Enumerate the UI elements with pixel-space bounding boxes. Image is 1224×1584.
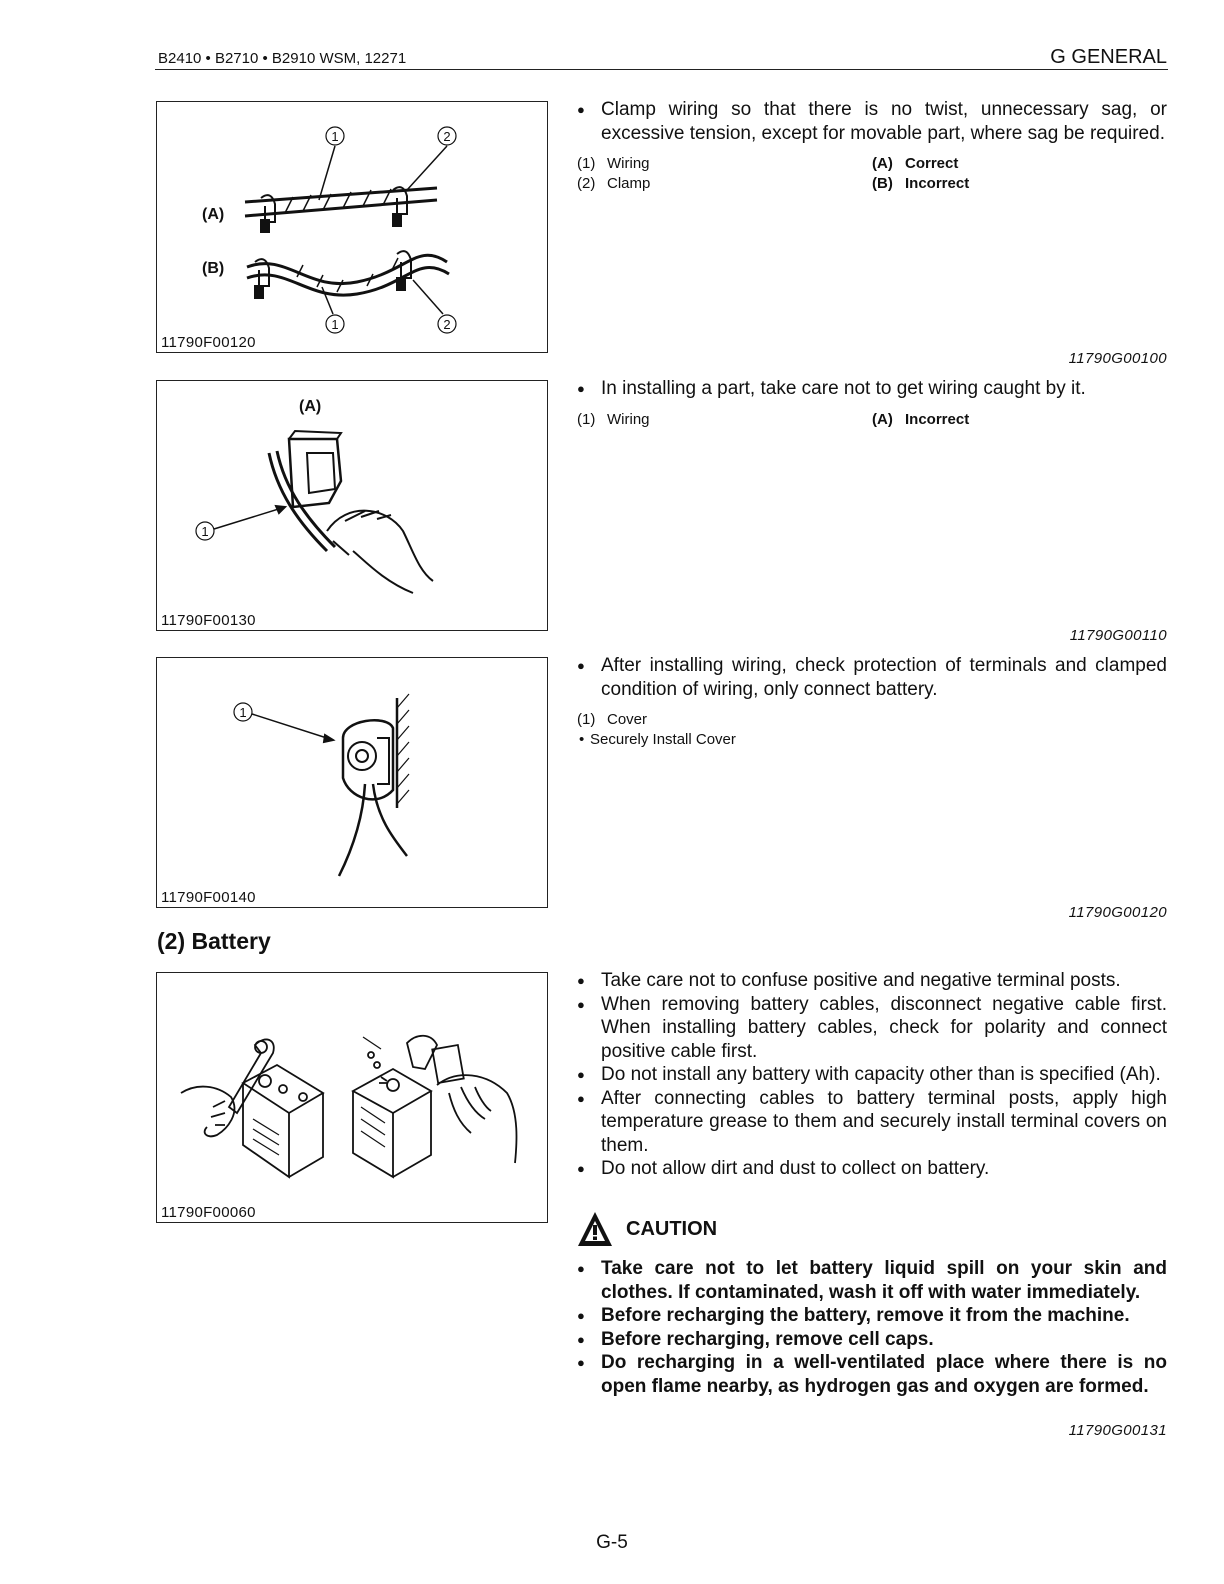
caution-bullet: ● Before recharging, remove cell caps. [577, 1328, 1167, 1352]
callout-1: 1 [239, 705, 247, 720]
legend-item: (A) Incorrect [872, 410, 970, 428]
figure-wiring-clamp [156, 101, 548, 353]
figure-id: 11790F00060 [161, 1204, 256, 1221]
install-part-text: ● In installing a part, take care not to get wiring caught by it. [577, 377, 1167, 401]
battery-instructions [577, 969, 1167, 1181]
legend-item: (1) Cover [577, 711, 648, 728]
callout-2-top: 2 [443, 129, 451, 144]
legend-item: (1) Wiring [577, 410, 650, 428]
callout-1-bottom: 1 [331, 317, 339, 332]
figure-id: 11790F00130 [161, 612, 256, 629]
figure-id: 11790F00140 [161, 889, 256, 906]
terminal-protection-legend [577, 710, 1167, 730]
battery-bullet: ● After connecting cables to battery terminal posts, apply high temperature grease to them and securely install terminal covers on them. [577, 1087, 1167, 1158]
warning-triangle-icon [576, 1210, 614, 1248]
caution-list [577, 1257, 1167, 1398]
figure-battery-cables [156, 972, 548, 1223]
legend-item: (2) Clamp [577, 175, 651, 192]
clamp-wiring-text: ● Clamp wiring so that there is no twist, unnecessary sag, or excessive tension, except for movable part, where sag be required. [577, 98, 1167, 145]
terminal-protection-text: ● After installing wiring, check protection of terminals and clamped condition of wiring, only connect battery. [577, 654, 1167, 701]
ref-code: 11790G00120 [1068, 904, 1167, 921]
install-part-legend [577, 410, 1167, 430]
legend-item: (B) Incorrect [872, 175, 970, 192]
callout-1: 1 [201, 524, 209, 539]
legend-subitem: • Securely Install Cover [577, 730, 1167, 750]
battery-bullet: ● Do not install any battery with capacity other than is specified (Ah). [577, 1063, 1167, 1087]
wiring-caught-illustration [157, 381, 549, 632]
caution-bullet: ● Do recharging in a well-ventilated place where there is no open flame nearby, as hydrogen gas and oxygen are formed. [577, 1351, 1167, 1398]
legend-item: (A) Correct [872, 155, 959, 172]
label-a: (A) [202, 206, 225, 223]
figure-wiring-caught [156, 380, 548, 631]
clamp-wiring-block [577, 98, 1167, 194]
battery-bullet: ● Do not allow dirt and dust to collect on battery. [577, 1157, 1167, 1181]
clamp-wiring-legend [577, 154, 1167, 194]
terminal-protection-block [577, 654, 1167, 750]
ref-code: 11790G00100 [1068, 350, 1167, 367]
label-a: (A) [299, 398, 322, 415]
callout-1-top: 1 [331, 129, 339, 144]
header-chapter: G GENERAL [1050, 46, 1167, 68]
ref-code: 11790G00131 [1068, 1422, 1167, 1439]
label-b: (B) [202, 260, 225, 277]
callout-2-bottom: 2 [443, 317, 451, 332]
page-number: G-5 [596, 1532, 628, 1553]
terminal-cover-illustration [157, 658, 549, 909]
section-title: (2) Battery [157, 928, 271, 954]
caution-title: CAUTION [626, 1217, 718, 1240]
install-part-block [577, 377, 1167, 430]
caution-bullet: ● Before recharging the battery, remove it from the machine. [577, 1304, 1167, 1328]
caution-bullet: ● Take care not to let battery liquid spill on your skin and clothes. If contaminated, wash it off with water immediately. [577, 1257, 1167, 1304]
ref-code: 11790G00110 [1069, 627, 1167, 644]
header-model: B2410 • B2710 • B2910 WSM, 12271 [158, 50, 407, 67]
header-rule [155, 69, 1168, 70]
legend-item: (1) Wiring [577, 155, 650, 172]
battery-cables-illustration [157, 973, 549, 1224]
figure-terminal-cover [156, 657, 548, 908]
battery-bullet: ● When removing battery cables, disconnect negative cable first. When installing battery cables, check for polarity and connect positive cable first. [577, 993, 1167, 1064]
caution-heading [576, 1210, 717, 1248]
figure-id: 11790F00120 [161, 334, 256, 351]
battery-bullet: ● Take care not to confuse positive and negative terminal posts. [577, 969, 1167, 993]
wiring-clamp-illustration [157, 102, 549, 354]
